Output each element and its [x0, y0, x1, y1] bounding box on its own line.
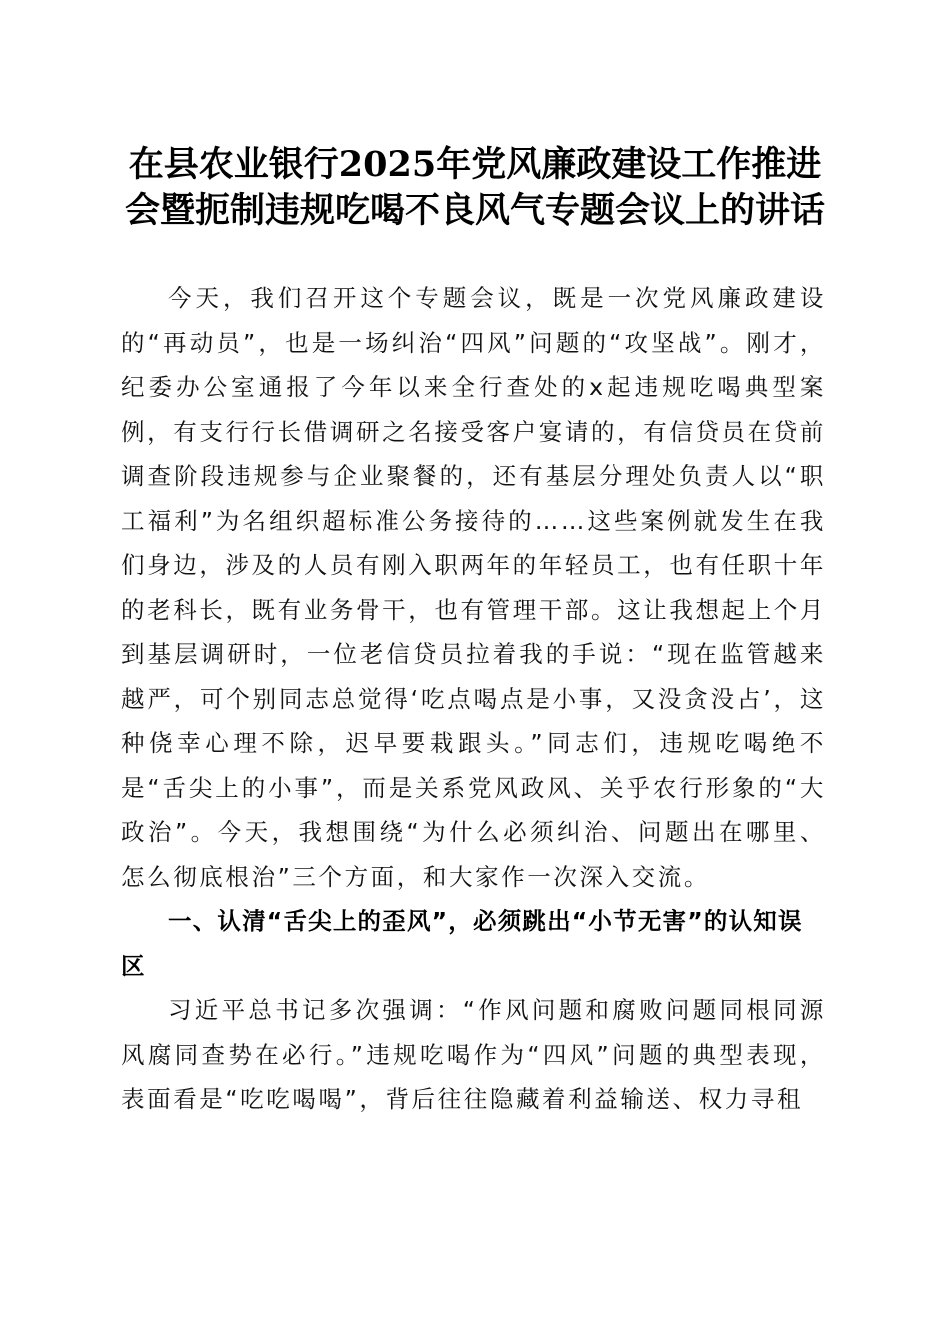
paragraph-1: 今天，我们召开这个专题会议，既是一次党风廉政建设的“再动员”，也是一场纠治“四风”问题的“攻坚战”。刚才，纪委办公室通报了今年以来全行查处的x起违规吃喝典型案例，有支行行长借调研之名接受客户宴请的，有信贷员在贷前调查阶段违规参与企业聚餐的，还有基层分理处负责人以“职工福利”为名组织超标准公务接待的……这些案例就发生在我们身边，涉及的人员有刚入职两年的年轻员工，也有任职十年的老科长，既有业务骨干，也有管理干部。这让我想起上个月到基层调研时，一位老信贷员拉着我的手说：“现在监管越来越严，可个别同志总觉得‘吃点喝点是小事，又没贪没占’，这种侥幸心理不除，迟早要栽跟头。”同志们，违规吃喝绝不是“舌尖上的小事”，而是关系党风政风、关乎农行形象的“大政治”。今天，我想围绕“为什么必须纠治、问题出在哪里、怎么彻底根治”三个方面，和大家作一次深入交流。: [121, 284, 826, 891]
document-title: [90, 142, 860, 234]
section-heading-1: 一、认清“舌尖上的歪风”，必须跳出“小节无害”的认知误区: [121, 907, 803, 980]
paragraph-2: 习近平总书记多次强调：“作风问题和腐败问题同根同源风腐同查势在必行。”违规吃喝作为“四风”问题的典型表现，表面看是“吃吃喝喝”，背后往往隐藏着利益输送、权力寻租: [121, 996, 826, 1113]
title-line-2: 会暨扼制违规吃喝不良风气专题会议上的讲话: [124, 190, 825, 231]
document-body: [121, 276, 826, 1122]
title-line-1: 在县农业银行2025年党风廉政建设工作推进: [128, 144, 822, 185]
